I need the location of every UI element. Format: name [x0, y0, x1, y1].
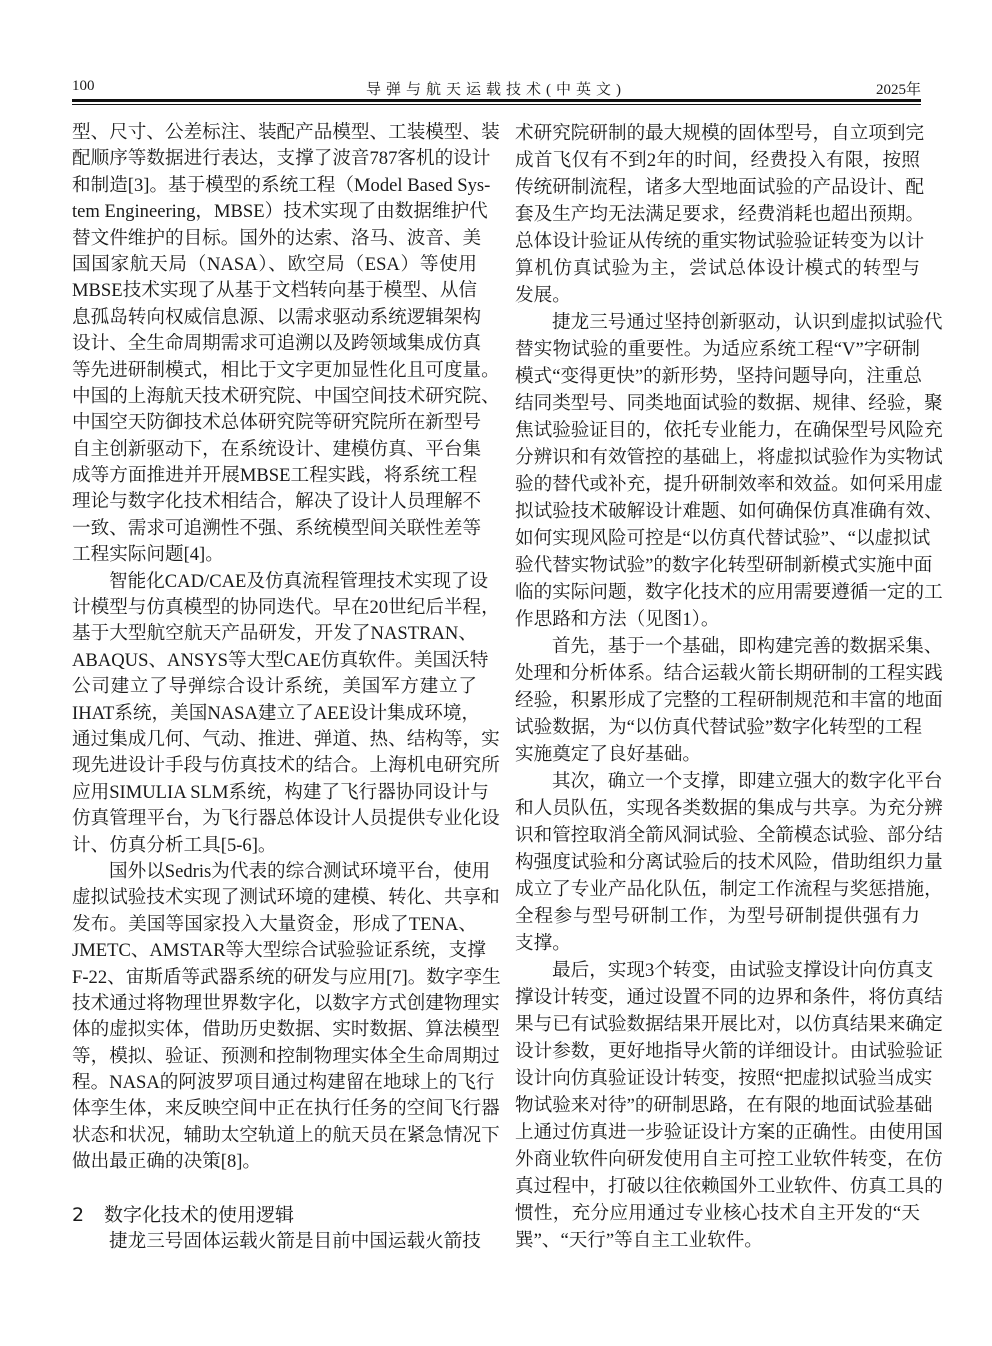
text-line: 做出最正确的决策[8]。	[72, 1151, 262, 1173]
text-line: 状态和状况，辅助太空轨道上的航天员在紧急情况下	[72, 1124, 500, 1146]
text-line: 应用SIMULIA SLM系统，构建了飞行器协同设计与	[72, 781, 489, 803]
text-line: 首先，基于一个基础，即构建完善的数据采集、	[552, 636, 943, 657]
text-line: 公司建立了导弹综合设计系统，美国军方建立了	[72, 676, 477, 698]
text-line: 全程参与型号研制工作，为型号研制提供强有力	[515, 906, 920, 927]
text-line: 结同类型号、同类地面试验的数据、规律、经验，聚	[515, 393, 943, 414]
text-line: 虚拟试验技术实现了测试环境的建模、转化、共享和	[72, 887, 500, 909]
text-line: 套及生产均无法满足要求，经费消耗也超出预期。	[515, 204, 925, 225]
right-column-body	[515, 120, 943, 1254]
left-column	[72, 120, 501, 1255]
text-line: 设计参数，更好地指导火箭的详细设计。由试验验证	[515, 1041, 943, 1062]
text-line: 设计向仿真验证设计转变，按照“把虚拟试验当成实	[515, 1068, 933, 1089]
text-line: 通过集成几何、气动、推进、弹道、热、结构等，实	[72, 728, 500, 750]
text-line: 替文件维护的目标。国外的达索、洛马、波音、美	[72, 227, 482, 249]
text-line: 国外以Sedris为代表的综合测试环境平台，使用	[109, 860, 491, 882]
text-line: 术研究院研制的最大规模的固体型号，自立项到完	[515, 123, 925, 144]
text-line: 验的替代或补充，提升研制效率和效益。如何采用虚	[515, 474, 943, 495]
text-line: 和制造[3]。基于模型的系统工程（Model Based Sys-	[72, 174, 491, 196]
text-line: 最后，实现3个转变，由试验支撑设计向仿真支	[552, 960, 934, 981]
text-line: 传统研制流程，诸多大型地面试验的产品设计、配	[515, 177, 925, 198]
text-line: 果与已有试验数据结果开展比对，以仿真结果来确定	[515, 1014, 943, 1035]
text-line: 分辨识和有效管控的基础上，将虚拟试验作为实物试	[515, 447, 943, 468]
section-heading	[72, 1201, 477, 1229]
text-line: 和人员队伍，实现各类数据的集成与共享。为充分辨	[515, 798, 943, 819]
text-line: 模式“变得更快”的新形势，坚持问题导向，注重总	[515, 366, 922, 387]
text-line: 等先进研制模式，相比于文字更加显性化且可度量。	[72, 359, 500, 381]
text-line: 算机仿真试验为主，尝试总体设计模式的转型与	[515, 258, 920, 279]
text-line: 撑设计转变，通过设置不同的边界和条件，将仿真结	[515, 987, 943, 1008]
text-line: 识和管控取消全箭风洞试验、全箭模态试验、部分结	[515, 825, 943, 846]
text-line: ABAQUS、ANSYS等大型CAE仿真软件。美国沃特	[72, 649, 489, 671]
text-line: 国国家航天局（NASA）、欧空局（ESA）等使用	[72, 253, 477, 275]
text-line: 发布。美国等国家投入大量资金，形成了TENA、	[72, 913, 477, 935]
text-line: 成立了专业产品化队伍，制定工作流程与奖惩措施，	[515, 879, 943, 900]
text-line: 中国的上海航天技术研究院、中国空间技术研究院、	[72, 385, 500, 407]
page-number: 100	[72, 78, 95, 94]
text-line: 理论与数字化技术相结合，解决了设计人员理解不	[72, 491, 482, 513]
text-line: 程。NASA的阿波罗项目通过构建留在地球上的飞行	[72, 1072, 495, 1094]
text-line: 实施奠定了良好基础。	[515, 744, 701, 765]
text-line: tem Engineering，MBSE）技术实现了由数据维护代	[72, 201, 488, 223]
text-line: 技术通过将物理世界数字化，以数字方式创建物理实	[72, 992, 500, 1014]
text-line: 体的虚拟实体，借助历史数据、实时数据、算法模型	[72, 1019, 500, 1041]
text-line: 真过程中，打破以往依赖国外工业软件、仿真工具的	[515, 1176, 943, 1197]
text-line: 成等方面推进并开展MBSE工程实践，将系统工程	[72, 465, 477, 487]
text-line: 临的实际问题，数字化技术的应用需要遵循一定的工	[515, 582, 943, 603]
text-line: 焦试验验证目的，依托专业能力，在确保型号风险充	[515, 420, 943, 441]
text-line: 经验，积累形成了完整的工程研制规范和丰富的地面	[515, 690, 943, 711]
text-line: 捷龙三号通过坚持创新驱动，认识到虚拟试验代	[552, 312, 943, 333]
header-rule-thin	[72, 104, 921, 105]
text-line: 配顺序等数据进行表达，支撑了波音787客机的设计	[72, 148, 491, 170]
section-title: 数字化技术的使用逻辑	[104, 1203, 295, 1226]
text-line: IHAT系统，美国NASA建立了AEE设计集成环境，	[72, 702, 481, 724]
text-line: 惯性，充分应用通过专业核心技术自主开发的“天	[515, 1203, 920, 1224]
section-number: 2	[72, 1203, 85, 1226]
text-line: 计模型与仿真模型的协同迭代。早在20世纪后半程，	[72, 597, 500, 619]
text-line: 成首飞仅有不到2年的时间，经费投入有限，按照	[515, 150, 920, 171]
text-line: 捷龙三号固体运载火箭是目前中国运载火箭技	[109, 1230, 481, 1252]
text-line: F-22、宙斯盾等武器系统的研发与应用[7]。数字孪生	[72, 966, 501, 988]
text-line: 支撑。	[515, 933, 571, 954]
text-line: 验代替实物试验”的数字化转型研制新模式实施中面	[515, 555, 933, 576]
text-line: 基于大型航空航天产品研发，开发了NASTRAN、	[72, 623, 477, 645]
text-line: JMETC、AMSTAR等大型综合试验验证系统，支撑	[72, 940, 486, 962]
text-line: 型、尺寸、公差标注、装配产品模型、工装模型、装	[72, 122, 500, 143]
text-line: 构强度试验和分离试验后的技术风险，借助组织力量	[515, 852, 943, 873]
header-rule-thick	[72, 99, 921, 102]
text-line: 替实物试验的重要性。为适应系统工程“V”字研制	[515, 339, 920, 360]
text-line: 体孪生体，来反映空间中正在执行任务的空间飞行器	[72, 1098, 500, 1120]
text-line: 外商业软件向研发使用自主可控工业软件转变，在仿	[515, 1149, 943, 1170]
text-line: 自主创新驱动下，在系统设计、建模仿真、平台集	[72, 438, 482, 460]
journal-title: 导弹与航天运载技术(中英文)	[366, 82, 626, 98]
text-line: 一致、需求可追溯性不强、系统模型间关联性差等	[72, 517, 482, 539]
right-column	[515, 120, 943, 1254]
text-line: MBSE技术实现了从基于文档转向基于模型、从信	[72, 280, 477, 302]
text-line: 试验数据，为“以仿真代替试验”数字化转型的工程	[515, 717, 922, 738]
text-line: 拟试验技术破解设计难题、如何确保仿真准确有效、	[515, 501, 943, 522]
text-line: 物试验来对待”的研制思路，在有限的地面试验基础	[515, 1095, 933, 1116]
text-line: 计、仿真分析工具[5-6]。	[72, 834, 277, 856]
text-line: 息孤岛转向权威信息源、以需求驱动系统逻辑架构	[72, 306, 482, 328]
text-line: 总体设计验证从传统的重实物试验验证转变为以计	[515, 231, 925, 252]
text-line: 中国空天防御技术总体研究院等研究院所在新型号	[72, 412, 482, 434]
text-line: 仿真管理平台，为飞行器总体设计人员提供专业化设	[72, 808, 500, 830]
text-line: 其次，确立一个支撑，即建立强大的数字化平台	[552, 771, 943, 792]
publication-year: 2025年	[875, 82, 921, 98]
text-line: 等，模拟、验证、预测和控制物理实体全生命周期过	[72, 1045, 500, 1067]
text-line: 处理和分析体系。结合运载火箭长期研制的工程实践	[515, 663, 943, 684]
text-line: 现先进设计手段与仿真技术的结合。上海机电研究所	[72, 755, 500, 777]
left-column-body	[72, 120, 501, 1176]
text-line: 智能化CAD/CAE及仿真流程管理技术实现了设	[109, 570, 489, 592]
text-line: 如何实现风险可控是“以仿真代替试验”、“以虚拟试	[515, 528, 931, 549]
text-line: 工程实际问题[4]。	[72, 544, 224, 566]
text-line: 巽”、“天行”等自主工业软件。	[515, 1230, 763, 1251]
text-line: 作思路和方法（见图1）。	[515, 609, 720, 630]
text-line: 发展。	[515, 285, 571, 306]
text-line: 设计、全生命周期需求可追溯以及跨领域集成仿真	[72, 333, 482, 355]
left-column-after-heading	[72, 1229, 481, 1255]
text-line: 上通过仿真进一步验证设计方案的正确性。由使用国	[515, 1122, 943, 1143]
